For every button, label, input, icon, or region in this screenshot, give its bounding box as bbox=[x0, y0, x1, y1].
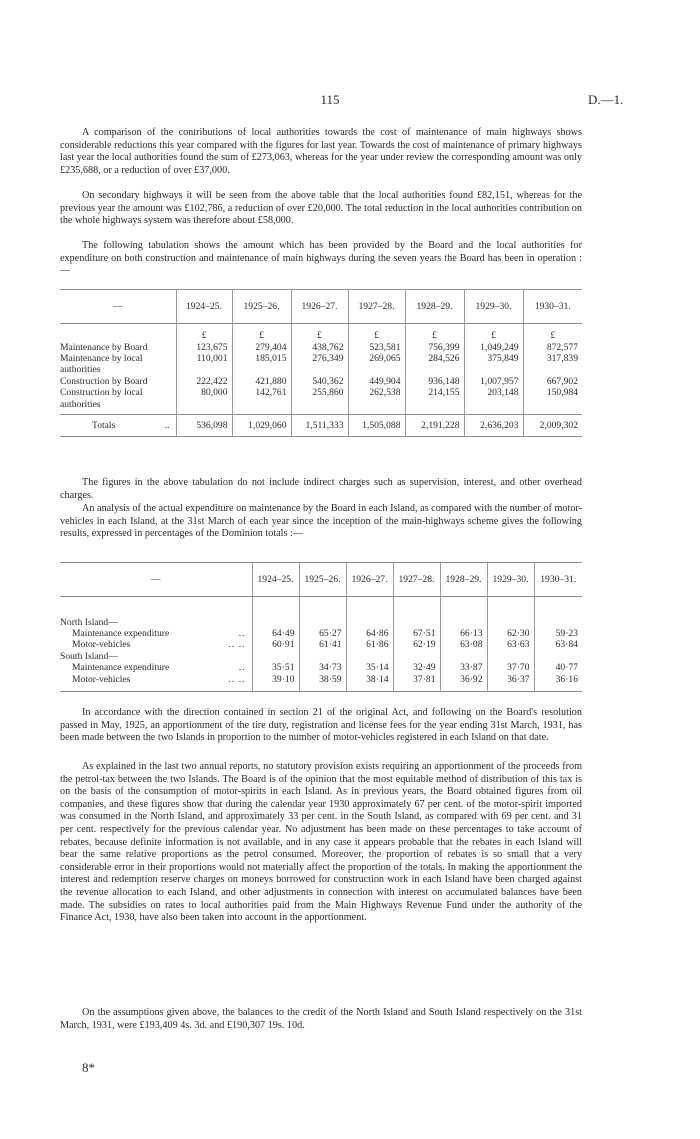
table-cell: 1,029,060 bbox=[232, 414, 291, 436]
table-cell: 279,404 bbox=[232, 342, 291, 353]
table-cell: 203,148 bbox=[464, 387, 523, 414]
totals-label: Totals bbox=[92, 419, 116, 431]
currency-symbol: £ bbox=[348, 324, 405, 342]
table-cell: 536,098 bbox=[176, 414, 232, 436]
paragraph-balances: On the assumptions given above, the balances to the credit of the North Island and South Island respectively on the 31st March, 1931, were £193,409 4s. 3d. and £190,307 19s. 10d. bbox=[60, 1007, 582, 1031]
table1-year-header: 1929–30. bbox=[464, 290, 523, 324]
currency-symbol: £ bbox=[291, 324, 348, 342]
leader-dots: .. .. bbox=[228, 673, 246, 685]
table-cell: 421,880 bbox=[232, 376, 291, 387]
paragraph-apportionment-fees: In accordance with the direction contained in section 21 of the original Act, and following on the Board's resolution passed in May, 1925, an apportionment of the tire duty, registration and license fees for the year ending 31st March, 1931, has been made between the two Islands in proportion to the number of motor-vehicles registered in each Island on that date. bbox=[60, 707, 582, 744]
table2-year-header: 1930–31. bbox=[534, 563, 582, 597]
group-row bbox=[60, 651, 582, 662]
table-cell: 276,349 bbox=[291, 353, 348, 376]
currency-symbol: £ bbox=[464, 324, 523, 342]
table-cell: 38·59 bbox=[299, 674, 346, 692]
row-label: Construction by Board bbox=[60, 375, 148, 387]
table-cell: 36·16 bbox=[534, 674, 582, 692]
table-row bbox=[60, 376, 582, 387]
table-cell: 63·84 bbox=[534, 639, 582, 650]
currency-symbol: £ bbox=[232, 324, 291, 342]
table-cell: 2,009,302 bbox=[523, 414, 582, 436]
table-cell: 32·49 bbox=[393, 662, 440, 673]
table-cell: 269,065 bbox=[348, 353, 405, 376]
table-cell: 35·51 bbox=[252, 662, 299, 673]
table-cell: 1,505,088 bbox=[348, 414, 405, 436]
table-cell: 185,015 bbox=[232, 353, 291, 376]
table-cell: 284,526 bbox=[405, 353, 464, 376]
table-cell: 438,762 bbox=[291, 342, 348, 353]
table-cell: 872,577 bbox=[523, 342, 582, 353]
table-cell: 60·91 bbox=[252, 639, 299, 650]
currency-symbol: £ bbox=[405, 324, 464, 342]
totals-row bbox=[60, 414, 582, 436]
table-cell: 37·81 bbox=[393, 674, 440, 692]
table-cell: 64·49 bbox=[252, 628, 299, 639]
table1-header-row bbox=[60, 290, 582, 324]
table1-year-header: 1930–31. bbox=[523, 290, 582, 324]
leader-dots: .. .. bbox=[228, 639, 246, 651]
signature-mark: 8* bbox=[82, 1060, 95, 1075]
table-cell: 40·77 bbox=[534, 662, 582, 673]
table-cell: 110,001 bbox=[176, 353, 232, 376]
table1-year-header: 1927–28. bbox=[348, 290, 405, 324]
row-label: Maintenance expenditure bbox=[72, 627, 170, 639]
table-cell: 64·86 bbox=[346, 628, 393, 639]
table-cell: 936,148 bbox=[405, 376, 464, 387]
table-cell: 255,860 bbox=[291, 387, 348, 414]
table-cell: 2,636,203 bbox=[464, 414, 523, 436]
table-cell: 80,000 bbox=[176, 387, 232, 414]
row-label: Construction by local authorities bbox=[60, 387, 143, 410]
table2-year-header: 1926–27. bbox=[346, 563, 393, 597]
currency-symbol: £ bbox=[523, 324, 582, 342]
table-cell: 449,904 bbox=[348, 376, 405, 387]
table-cell: 65·27 bbox=[299, 628, 346, 639]
paragraph-contributions-comparison: A comparison of the contributions of local authorities towards the cost of maintenance of main highways shows considerable reductions this year compared with the figures for last year. Towards the cost of maintenance of primary highways last year the local authorities found the sum of £273,063, whereas for the year under review the corresponding amount was only £235,688, or a reduction of over £37,000. bbox=[60, 127, 582, 176]
table-row bbox=[60, 353, 582, 376]
table2-year-header: 1927–28. bbox=[393, 563, 440, 597]
table-cell: 62·30 bbox=[487, 628, 534, 639]
table-cell: 34·73 bbox=[299, 662, 346, 673]
table-cell: 61·41 bbox=[299, 639, 346, 650]
table-cell: 37·70 bbox=[487, 662, 534, 673]
page-number: 115 bbox=[320, 92, 340, 107]
row-label: Motor-vehicles bbox=[72, 639, 131, 651]
table-cell: 39·10 bbox=[252, 674, 299, 692]
expenditure-table bbox=[60, 289, 582, 437]
group-row bbox=[60, 617, 582, 628]
table2-header-row bbox=[60, 563, 582, 597]
table-cell: 35·14 bbox=[346, 662, 393, 673]
table-cell: 2,191,228 bbox=[405, 414, 464, 436]
table2-year-header: 1929–30. bbox=[487, 563, 534, 597]
table-cell: 66·13 bbox=[440, 628, 487, 639]
paragraph-secondary-highways: On secondary highways it will be seen from the above table that the local authorities found £82,151, whereas for the previous year the amount was £102,786, a reduction of over £20,000. The total reduction in the local authorities contribution on the whole highways system was therefore about £58,000. bbox=[60, 190, 582, 227]
table-cell: 62·19 bbox=[393, 639, 440, 650]
paragraph-analysis-intro: An analysis of the actual expenditure on maintenance by the Board in each Island, as compared with the number of motor-vehicles in each Island, at the 31st March of each year since the inception of the main-highways scheme gives the following results, expressed in percentages of the Dominion totals :— bbox=[60, 503, 582, 540]
table-row bbox=[60, 639, 582, 650]
row-label: Maintenance by Board bbox=[60, 341, 148, 353]
table-cell: 59·23 bbox=[534, 628, 582, 639]
table-cell: 756,399 bbox=[405, 342, 464, 353]
table-cell: 33·87 bbox=[440, 662, 487, 673]
row-label: Motor-vehicles bbox=[72, 673, 131, 685]
leader-dots: .. bbox=[238, 627, 246, 639]
leader-dots: .. bbox=[238, 662, 246, 674]
table1-year-header: 1928–29. bbox=[405, 290, 464, 324]
paragraph-tabulation-intro: The following tabulation shows the amount which has been provided by the Board and the local authorities for expenditure on both construction and maintenance of main highways during the seven years the Board has been in operation :— bbox=[60, 240, 582, 277]
table-cell: 67·51 bbox=[393, 628, 440, 639]
table-cell: 63·63 bbox=[487, 639, 534, 650]
table1-year-header: 1925–26. bbox=[232, 290, 291, 324]
leader-dots: .. bbox=[164, 419, 170, 431]
table-cell: 1,511,333 bbox=[291, 414, 348, 436]
table-row bbox=[60, 662, 582, 673]
table-cell: 61·86 bbox=[346, 639, 393, 650]
table-row bbox=[60, 674, 582, 692]
table-cell: 123,675 bbox=[176, 342, 232, 353]
table-cell: 262,538 bbox=[348, 387, 405, 414]
table-cell: 222,422 bbox=[176, 376, 232, 387]
table-row bbox=[60, 342, 582, 353]
percentage-table bbox=[60, 562, 582, 692]
table-row bbox=[60, 387, 582, 414]
table-row bbox=[60, 628, 582, 639]
table-cell: 63·08 bbox=[440, 639, 487, 650]
row-label: Maintenance by local authorities bbox=[60, 352, 143, 376]
table-cell: 375,849 bbox=[464, 353, 523, 376]
table-cell: 540,362 bbox=[291, 376, 348, 387]
paragraph-indirect-charges: The figures in the above tabulation do not include indirect charges such as supervision, interest, and other overhead charges. bbox=[60, 477, 582, 501]
table1-year-header: 1924–25. bbox=[176, 290, 232, 324]
table-cell: 317,839 bbox=[523, 353, 582, 376]
table-cell: 36·37 bbox=[487, 674, 534, 692]
table1-corner: — bbox=[112, 301, 123, 312]
group-label-south-island: South Island— bbox=[60, 650, 118, 662]
document-reference: D.—1. bbox=[588, 92, 624, 107]
row-label: Maintenance expenditure bbox=[72, 662, 170, 674]
table-cell: 523,581 bbox=[348, 342, 405, 353]
table-cell: 142,761 bbox=[232, 387, 291, 414]
table-cell: 36·92 bbox=[440, 674, 487, 692]
table-cell: 1,007,957 bbox=[464, 376, 523, 387]
table2-year-header: 1925–26. bbox=[299, 563, 346, 597]
table1-currency-row bbox=[60, 324, 582, 342]
group-label-north-island: North Island— bbox=[60, 616, 118, 628]
currency-symbol: £ bbox=[176, 324, 232, 342]
table-cell: 150,984 bbox=[523, 387, 582, 414]
table2-corner: — bbox=[150, 574, 161, 585]
table-cell: 1,049,249 bbox=[464, 342, 523, 353]
table1-year-header: 1926–27. bbox=[291, 290, 348, 324]
table-cell: 667,902 bbox=[523, 376, 582, 387]
paragraph-petrol-tax: As explained in the last two annual reports, no statutory provision exists requiring an apportionment of the proceeds from the petrol-tax between the two Islands. The Board is of the opinion that the most equitable method of distribution of this tax is on the basis of the consumption of motor-spirits in each Island. As in previous years, the Board obtained figures from oil companies, and these figures show that during the calendar year 1930 approximately 67 per cent. of the motor-spirit imported was consumed in the North Island, and approximately 33 per cent. in the South Island, as compared with 69 per cent. and 31 per cent. respectively for the previous calendar year. No adjustment has been made on these percentages to take account of rebates, because definite information is not available, and in any case it appears probable that the rebates in each Island will bear the same relative proportions as the petrol consumed. Moreover, the proportion of rebates is so small that a very considerable error in their proportions would not materially affect the proportion of the totals. In making the apportionment the interest and redemption reserve charges on moneys borrowed for construction work in each Island have been charged against the revenue allocation to each Island, and other adjustments in connection with interest on accumulated balances have been made. The subsidies on rates to local authorities paid from the Main Highways Revenue Fund under the authority of the Finance Act, 1930, have also been taken into account in the apportionment. bbox=[60, 761, 582, 924]
table2-year-header: 1924–25. bbox=[252, 563, 299, 597]
table2-year-header: 1928–29. bbox=[440, 563, 487, 597]
table-cell: 38·14 bbox=[346, 674, 393, 692]
table-cell: 214,155 bbox=[405, 387, 464, 414]
